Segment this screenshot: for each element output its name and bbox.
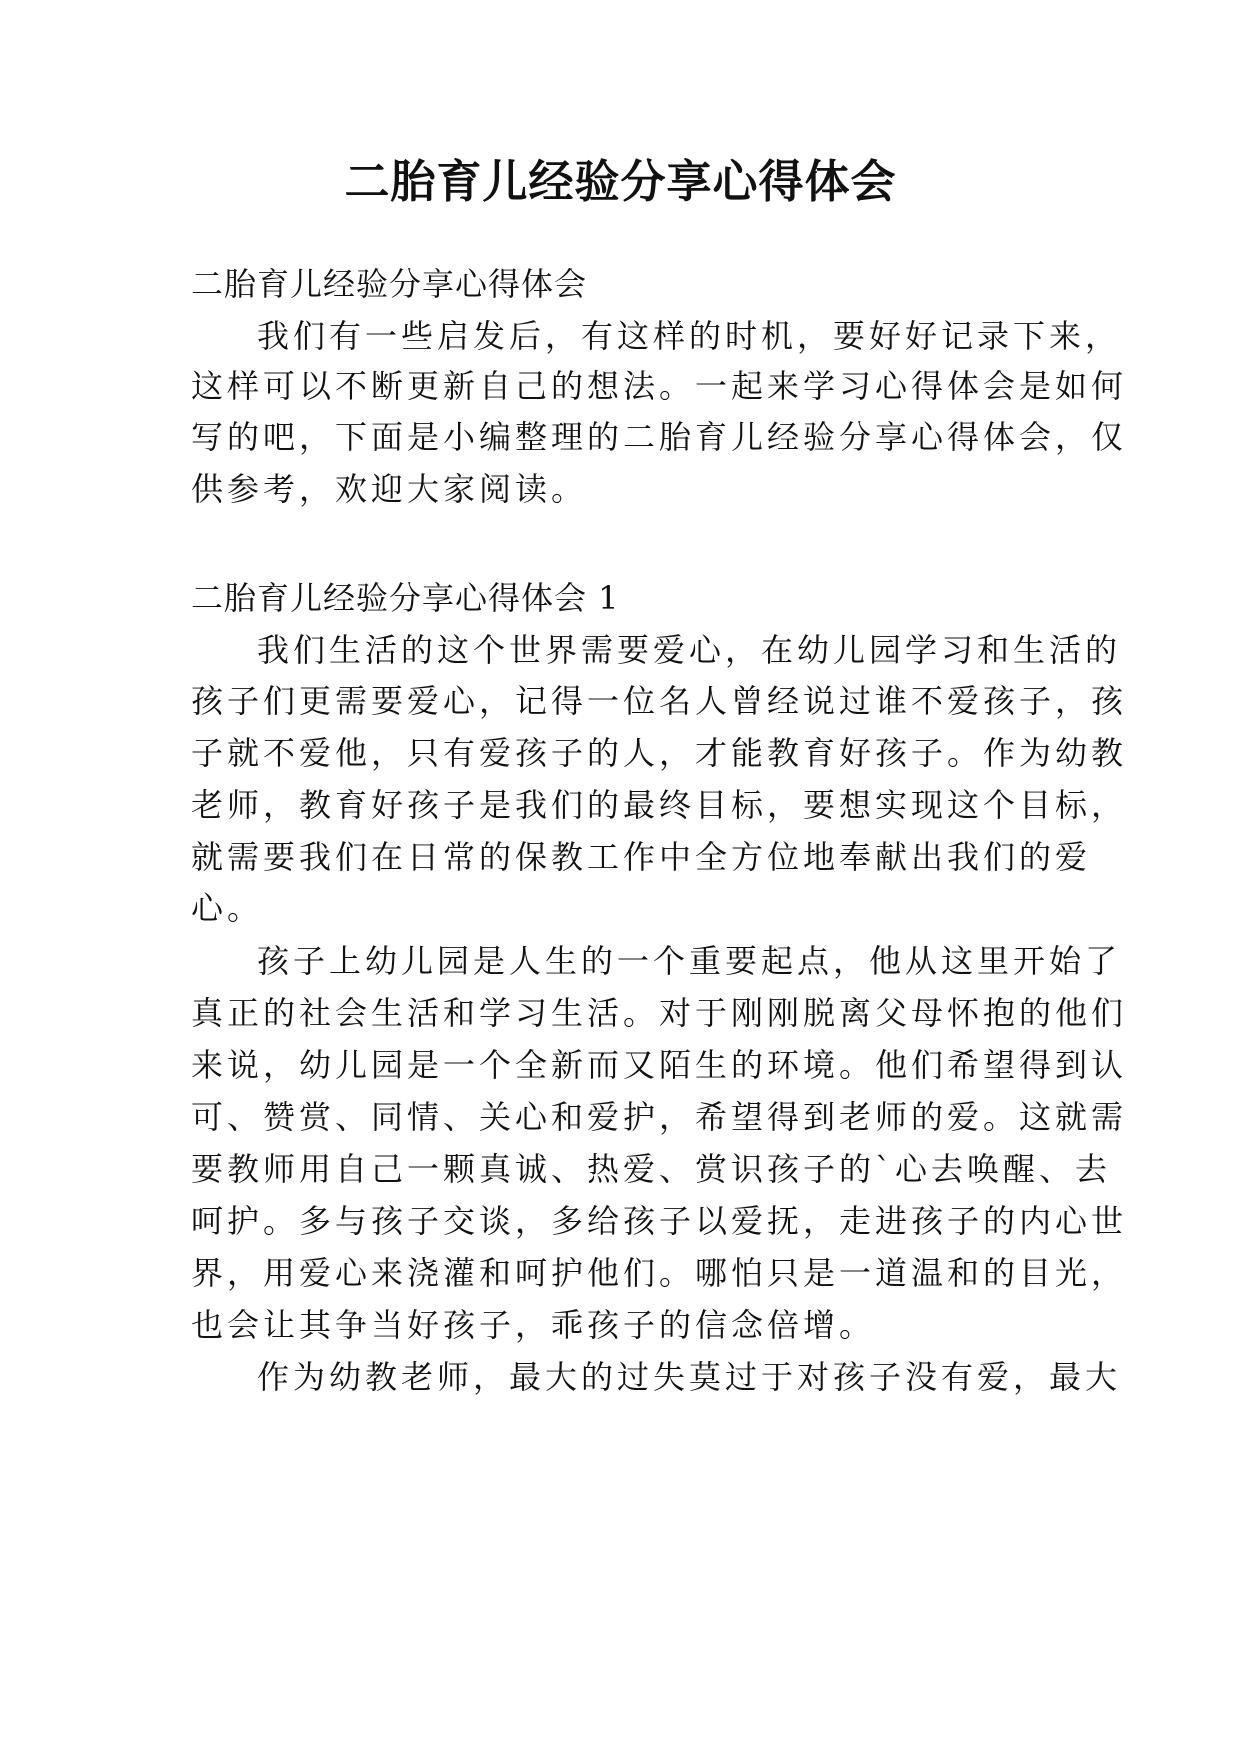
paragraph-line: 孩子上幼儿园是人生的一个重要起点，他从这里开始了 xyxy=(257,942,1122,980)
paragraph-line: 真正的社会生活和学习生活。对于刚刚脱离父母怀抱的他们 xyxy=(191,994,1128,1032)
paragraph-line: 老师，教育好孩子是我们的最终目标，要想实现这个目标， xyxy=(191,786,1128,824)
paragraph-line: 来说，幼儿园是一个全新而又陌生的环境。他们希望得到认 xyxy=(191,1046,1128,1084)
paragraph-line: 呵护。多与孩子交谈，多给孩子以爱抚，走进孩子的内心世 xyxy=(191,1202,1128,1240)
paragraph-line: 子就不爱他，只有爱孩子的人，才能教育好孩子。作为幼教 xyxy=(191,734,1128,772)
paragraph-line: 也会让其争当好孩子，乖孩子的信念倍增。 xyxy=(191,1306,876,1344)
paragraph-line: 要教师用自己一颗真诚、热爱、赏识孩子的`心去唤醒、去 xyxy=(191,1150,1112,1188)
document-title: 二胎育儿经验分享心得体会 xyxy=(344,155,897,208)
paragraph-line: 界，用爱心来浇灌和呵护他们。哪怕只是一道温和的目光， xyxy=(191,1254,1128,1292)
intro-line: 写的吧，下面是小编整理的二胎育儿经验分享心得体会，仅 xyxy=(191,418,1128,456)
paragraph-line: 心。 xyxy=(191,889,264,927)
paragraph-line: 作为幼教老师，最大的过失莫过于对孩子没有爱，最大 xyxy=(257,1358,1122,1396)
paragraph-line: 可、赞赏、同情、关心和爱护，希望得到老师的爱。这就需 xyxy=(191,1098,1128,1136)
paragraph-line: 就需要我们在日常的保教工作中全方位地奉献出我们的爱 xyxy=(191,838,1092,876)
section-heading: 二胎育儿经验分享心得体会 1 xyxy=(191,579,620,617)
intro-line: 我们有一些启发后，有这样的时机，要好好记录下来， xyxy=(257,317,1122,355)
paragraph-line: 孩子们更需要爱心，记得一位名人曾经说过谁不爱孩子，孩 xyxy=(191,682,1128,720)
document-subtitle: 二胎育儿经验分享心得体会 xyxy=(191,265,588,303)
intro-line: 这样可以不断更新自己的想法。一起来学习心得体会是如何 xyxy=(191,367,1128,405)
paragraph-line: 我们生活的这个世界需要爱心，在幼儿园学习和生活的 xyxy=(257,631,1122,669)
intro-line: 供参考，欢迎大家阅读。 xyxy=(191,470,588,508)
